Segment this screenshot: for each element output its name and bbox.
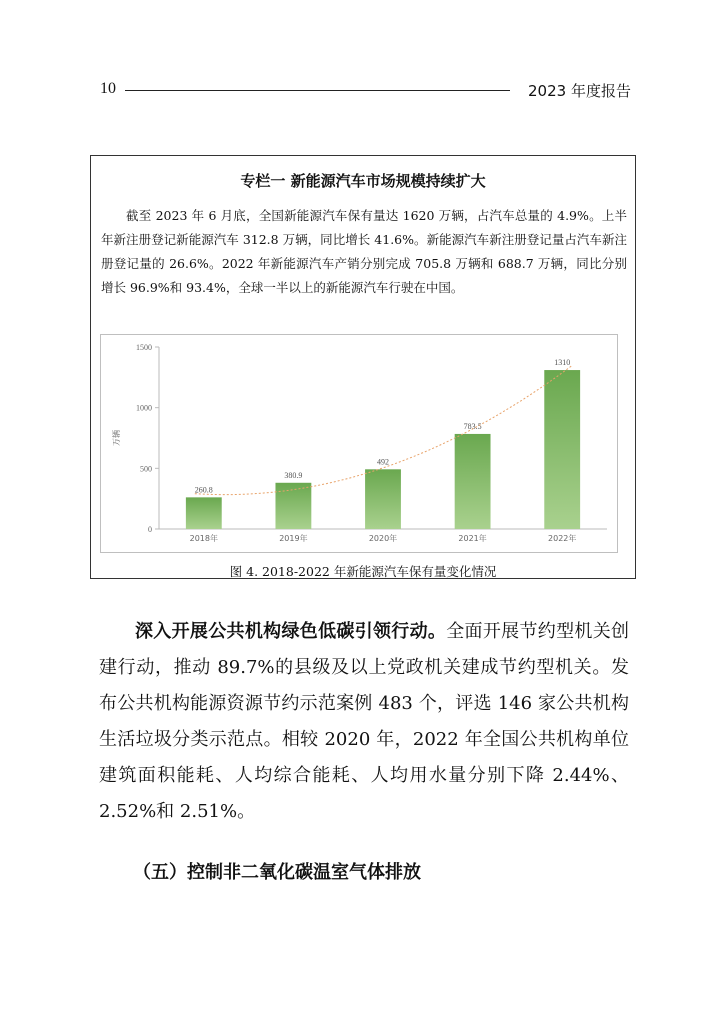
page-number: 10	[100, 80, 116, 97]
paragraph-text: 全面开展节约型机关创建行动，推动 89.7%的县级及以上党政机关建成节约型机关。发布公共机构能源资源节约示范案例 483 个，评选 146 家公共机构生活垃圾分类示范点。相较 2020 年，2022 年全国公共机构单位建筑面积能耗、人均综合能耗、人均用水量分别下降 2.44%、2.52%和 2.51%。	[99, 621, 630, 822]
x-tick-label: 2018年	[189, 534, 218, 543]
body-text	[99, 614, 629, 830]
chart-frame	[100, 334, 618, 553]
y-tick-label: 500	[140, 464, 152, 474]
body-paragraph	[99, 614, 629, 830]
bar-2021年	[455, 434, 491, 529]
x-tick-label: 2022年	[548, 534, 577, 543]
figure-caption: 图 4. 2018-2022 年新能源汽车保有量变化情况	[229, 564, 497, 579]
paragraph-lead: 深入开展公共机构绿色低碳引领行动。	[135, 621, 447, 642]
section-heading: （五）控制非二氧化碳温室气体排放	[133, 862, 421, 883]
x-tick-label: 2020年	[368, 534, 398, 543]
report-title: 2023 年度报告	[528, 82, 631, 100]
box-text	[101, 204, 627, 300]
data-label: 260.8	[194, 485, 213, 495]
header-rule	[125, 90, 510, 91]
y-tick-label: 0	[148, 525, 152, 534]
x-tick-label: 2021年	[458, 534, 487, 543]
y-tick-label: 1000	[136, 403, 152, 413]
x-tick-label: 2019年	[279, 534, 308, 543]
bar-chart	[101, 335, 617, 552]
data-label: 380.9	[284, 470, 303, 480]
data-label: 492	[377, 457, 389, 467]
bar-2018年	[186, 497, 222, 529]
bar-2019年	[275, 483, 311, 529]
data-label: 783.5	[463, 421, 482, 431]
box-paragraph: 截至 2023 年 6 月底，全国新能源汽车保有量达 1620 万辆，占汽车总量的 4.9%。上半年新注册登记新能源汽车 312.8 万辆，同比增长 41.6%。新能源汽车新注册登记量占汽车新注册登记量的 26.6%。2022 年新能源汽车产销分别完成 705.8 万辆和 688.7 万辆，同比分别增长 96.9%和 93.4%，全球一半以上的新能源汽车行驶在中国。	[101, 208, 627, 295]
data-label: 1310	[554, 358, 571, 368]
y-axis-label: 万辆	[112, 430, 121, 446]
bar-2020年	[365, 469, 401, 529]
feature-box	[90, 155, 636, 579]
box-title: 专栏一 新能源汽车市场规模持续扩大	[240, 172, 486, 190]
bar-2022年	[544, 370, 580, 529]
y-tick-label: 1500	[136, 343, 152, 352]
